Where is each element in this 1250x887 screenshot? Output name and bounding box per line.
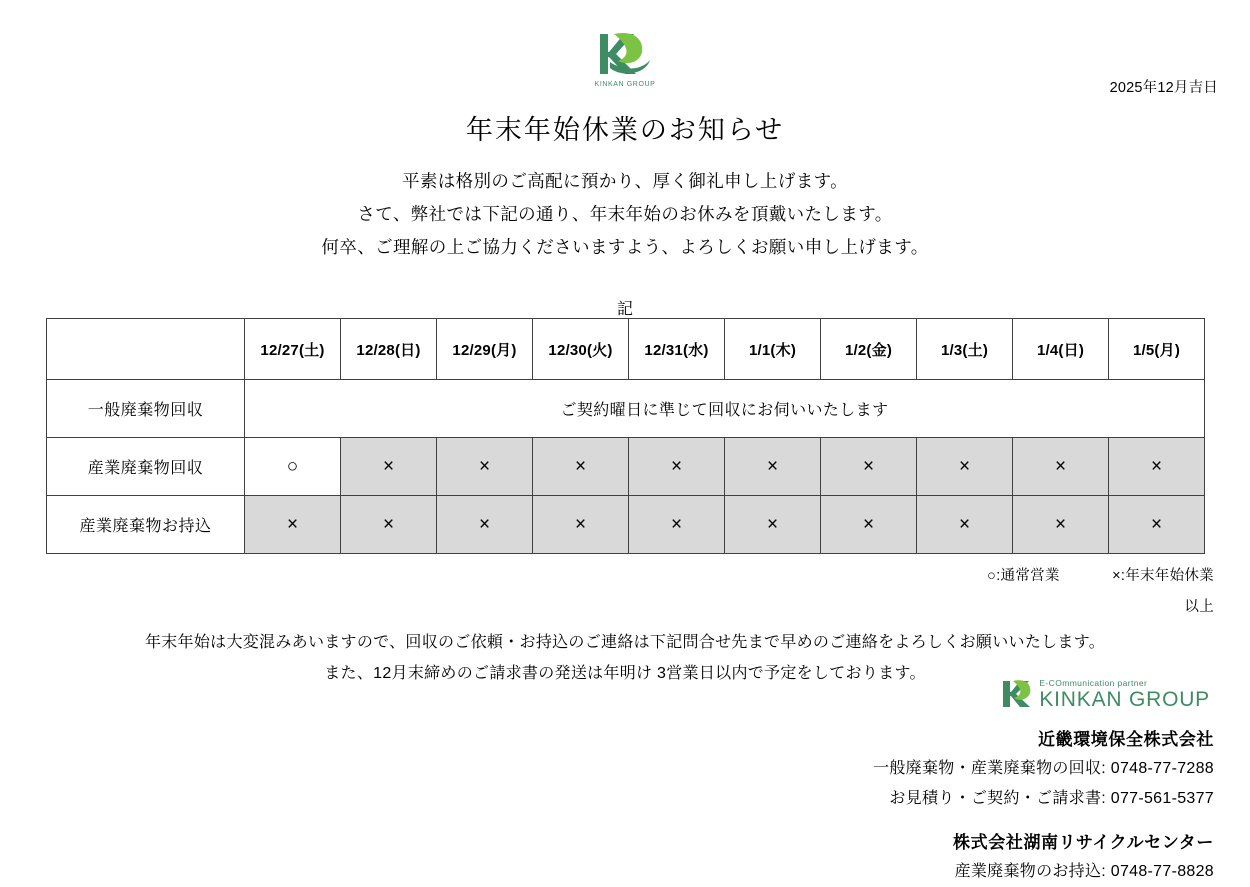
note-line-2: また、12月末締めのご請求書の発送は年明け 3営業日以内で予定をしております。 [324,665,926,682]
table-cell-closed: × [437,496,533,554]
contact-block [873,726,1214,887]
lead-paragraphs [0,165,1250,264]
legend-closed: ×:年末年始休業 [1112,568,1214,584]
table-cell-closed: × [917,496,1013,554]
table-cell-closed: × [821,496,917,554]
table-cell-closed: × [1013,438,1109,496]
page-title: 年末年始休業のお知らせ [465,115,785,145]
ki-marker: 記 [616,301,633,318]
kinkan-logo-mark-icon [999,678,1033,710]
note-line-1: 年末年始は大変混みあいますので、回収のご依頼・お持込のご連絡は下記問合せ先まで早めのご連絡をよろしくお願いいたします。 [144,634,1106,651]
legend-open: ○:通常営業 [987,568,1060,584]
table-row-label: 産業廃棄物お持込 [47,496,245,554]
table-column-header: 1/1(木) [725,319,821,380]
table-cell-closed: × [821,438,917,496]
company-logo-footer [999,678,1210,710]
table-column-header: 12/29(月) [437,319,533,380]
lead-line-3: 何卒、ご理解の上ご協力くださいますよう、よろしくお願い申し上げます。 [321,237,929,257]
table-row [47,380,1205,438]
table-cell-closed: × [725,438,821,496]
table-legend [987,564,1214,585]
closing-mark: 以上 [1184,599,1214,615]
table-cell-open: ○ [245,438,341,496]
table-cell-closed: × [533,496,629,554]
footer-logo-name: KINKAN GROUP [1039,688,1210,711]
table-cell-closed: × [245,496,341,554]
table-column-header: 1/5(月) [1109,319,1205,380]
document-date: 2025年12月吉日 [1109,80,1218,96]
contact-line-1: 一般廃棄物・産業廃棄物の回収: 0748-77-7288 [873,760,1214,777]
lead-line-2: さて、弊社では下記の通り、年末年始のお休みを頂戴いたします。 [357,204,893,224]
holiday-schedule-table [46,318,1205,554]
table-cell-closed: × [725,496,821,554]
table-row-label: 産業廃棄物回収 [47,438,245,496]
table-header-row [47,319,1205,380]
table-row [47,438,1205,496]
contact-line-2: お見積り・ご契約・ご請求書: 077-561-5377 [889,790,1214,807]
table-cell-closed: × [1109,496,1205,554]
table-cell-closed: × [629,438,725,496]
table-cell-closed: × [341,496,437,554]
lead-line-1: 平素は格別のご高配に預かり、厚く御礼申し上げます。 [401,171,849,191]
table-cell-closed: × [917,438,1013,496]
footer-logo-tagline: E-COmmunication partner [1039,677,1148,688]
table-cell-closed: × [629,496,725,554]
table-column-header: 1/2(金) [821,319,917,380]
table-cell-closed: × [341,438,437,496]
company-logo-header [0,28,1250,88]
company-name-2: 株式会社湖南リサイクルセンター [953,833,1214,852]
table-cell-closed: × [437,438,533,496]
table-column-header: 12/28(日) [341,319,437,380]
table-column-header: 12/27(土) [245,319,341,380]
contact-line-3: 産業廃棄物のお持込: 0748-77-8828 [954,863,1214,880]
table-cell-closed: × [533,438,629,496]
table-cell-closed: × [1109,438,1205,496]
table-column-header: 12/31(水) [629,319,725,380]
table-row [47,496,1205,554]
table-corner-cell [47,319,245,380]
company-name-1: 近畿環境保全株式会社 [1038,730,1214,749]
table-column-header: 1/3(土) [917,319,1013,380]
logo-caption: KINKAN GROUP [594,81,656,88]
table-column-header: 1/4(日) [1013,319,1109,380]
table-column-header: 12/30(火) [533,319,629,380]
table-row-label: 一般廃棄物回収 [47,380,245,438]
kinkan-logo-icon [580,28,670,80]
table-merged-cell: ご契約曜日に準じて回収にお伺いいたします [245,380,1205,438]
table-cell-closed: × [1013,496,1109,554]
